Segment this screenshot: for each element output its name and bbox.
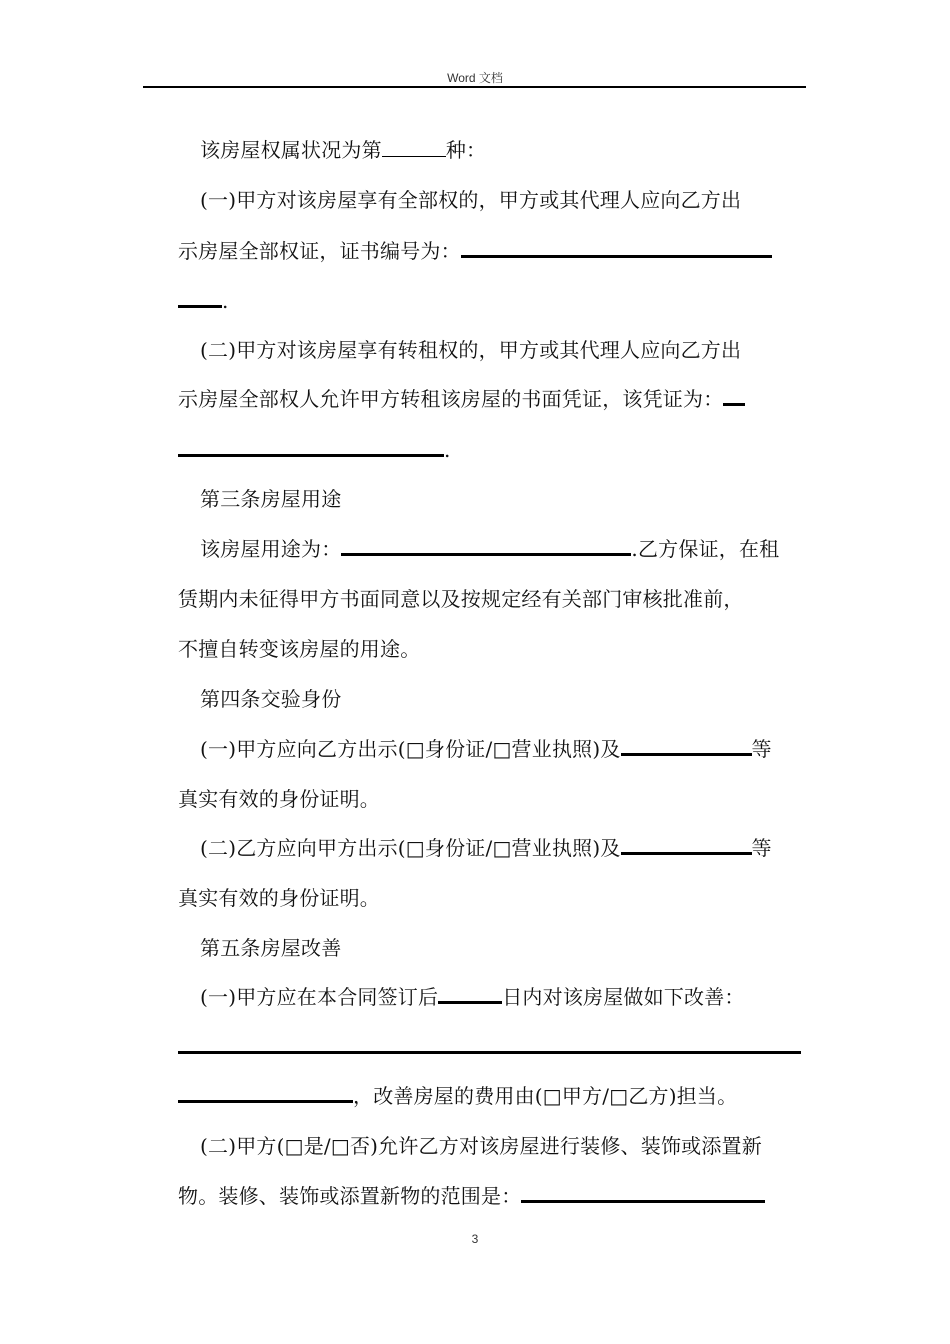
paragraph-clause-1-1: (一)甲方对该房屋享有全部权的，甲方或其代理人应向乙方出 bbox=[200, 188, 742, 212]
usage-blank[interactable] bbox=[341, 539, 631, 556]
voucher-blank[interactable] bbox=[178, 440, 444, 457]
improvement-blank[interactable] bbox=[178, 1086, 353, 1103]
paragraph-clause-5-1 bbox=[200, 984, 803, 1010]
text: (一)甲方应在本合同签订后 bbox=[200, 985, 439, 1009]
fill-blank[interactable] bbox=[382, 142, 446, 157]
paragraph-usage bbox=[200, 536, 803, 562]
page-number: 3 bbox=[471, 1232, 479, 1246]
text: 日内对该房屋做如下改善： bbox=[502, 985, 745, 1009]
text: ，改善房屋的费用由(□甲方/□乙方)担当。 bbox=[353, 1084, 738, 1108]
paragraph-line: 不擅自转变该房屋的用途。 bbox=[178, 637, 421, 661]
paragraph-line: 真实有效的身份证明。 bbox=[178, 787, 380, 811]
certificate-number-blank[interactable] bbox=[461, 241, 772, 258]
text: (二)乙方应向甲方出示(□身份证/□营业执照)及 bbox=[200, 836, 621, 860]
paragraph-clause-5-2: (二)甲方(□是/□否)允许乙方对该房屋进行装修、装饰或添置新 bbox=[200, 1134, 762, 1158]
text: 示房屋全部权人允许甲方转租该房屋的书面凭证，该凭证为： bbox=[178, 387, 724, 411]
document-header: Word 文档 bbox=[447, 71, 503, 85]
paragraph-line bbox=[178, 1183, 803, 1209]
text: . bbox=[444, 438, 451, 462]
paragraph-line: 赁期内未征得甲方书面同意以及按规定经有关部门审核批准前， bbox=[178, 587, 744, 611]
paragraph-line bbox=[178, 437, 803, 463]
certificate-number-blank[interactable] bbox=[178, 291, 222, 308]
text: 该房屋用途为： bbox=[200, 537, 342, 561]
days-blank[interactable] bbox=[438, 987, 502, 1004]
decoration-scope-blank[interactable] bbox=[521, 1186, 765, 1203]
paragraph-clause-4-1 bbox=[200, 736, 803, 762]
improvement-blank[interactable] bbox=[178, 1037, 801, 1054]
paragraph-ownership-type bbox=[200, 137, 803, 163]
paragraph-line bbox=[178, 386, 803, 412]
paragraph-clause-1-2: (二)甲方对该房屋享有转租权的，甲方或其代理人应向乙方出 bbox=[200, 338, 742, 362]
text: 物。装修、装饰或添置新物的范围是： bbox=[178, 1184, 522, 1208]
section-heading-3: 第三条房屋用途 bbox=[200, 487, 342, 511]
text: 等 bbox=[751, 737, 772, 761]
section-heading-4: 第四条交验身份 bbox=[200, 687, 342, 711]
paragraph-line bbox=[178, 1083, 803, 1109]
paragraph-line bbox=[178, 238, 803, 264]
section-heading-5: 第五条房屋改善 bbox=[200, 936, 342, 960]
voucher-blank[interactable] bbox=[723, 389, 745, 406]
header-divider bbox=[143, 86, 806, 88]
paragraph-line bbox=[178, 1034, 803, 1060]
text: .乙方保证，在租 bbox=[631, 537, 780, 561]
text: (一)甲方应向乙方出示(□身份证/□营业执照)及 bbox=[200, 737, 621, 761]
text: . bbox=[222, 289, 229, 313]
text: 种： bbox=[445, 138, 487, 162]
text: 示房屋全部权证，证书编号为： bbox=[178, 239, 461, 263]
paragraph-line bbox=[178, 288, 803, 314]
paragraph-line: 真实有效的身份证明。 bbox=[178, 886, 380, 910]
id-document-blank[interactable] bbox=[621, 838, 752, 855]
id-document-blank[interactable] bbox=[621, 739, 752, 756]
text: 等 bbox=[751, 836, 772, 860]
paragraph-clause-4-2 bbox=[200, 835, 803, 861]
text: 该房屋权属状况为第 bbox=[200, 138, 382, 162]
